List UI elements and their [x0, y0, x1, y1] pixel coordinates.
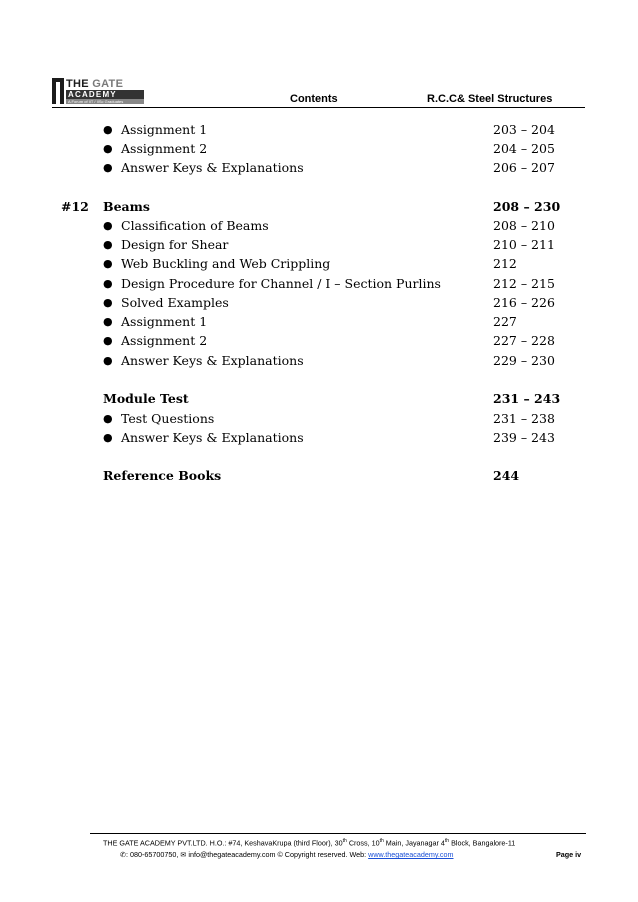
toc-entry-title: Assignment 1: [121, 122, 208, 137]
toc-page-range: 208 – 230: [493, 199, 561, 214]
section-label: Contents: [290, 93, 338, 105]
toc-section: [0, 389, 638, 408]
toc-entry-title: Classification of Beams: [121, 218, 269, 233]
bullet-icon: ●: [103, 257, 113, 270]
toc-page-range: 208 – 210: [493, 218, 555, 233]
toc-page-range: 210 – 211: [493, 237, 555, 252]
footer-rule: [90, 833, 586, 834]
mail-icon: ✉: [180, 850, 187, 859]
footer-address: THE GATE ACADEMY PVT.LTD. H.O.: #74, KeshavaKrupa (third Floor), 30th Cross, 10th Main, Jayanagar 4th Block, Bangalore-11: [103, 838, 516, 848]
toc-entry: [0, 428, 638, 447]
toc-section-title: Beams: [103, 199, 150, 214]
toc-entry-title: Answer Keys & Explanations: [121, 430, 304, 445]
page-number: Page iv: [556, 850, 582, 859]
toc-entry: [0, 409, 638, 428]
toc-entry: [0, 312, 638, 331]
toc-section-title: Module Test: [103, 391, 189, 406]
toc-entry: [0, 293, 638, 312]
toc-page-range: 231 – 238: [493, 411, 555, 426]
toc-page-range: 206 – 207: [493, 160, 555, 175]
phone-icon: ✆: [120, 850, 127, 859]
toc-entry-title: Answer Keys & Explanations: [121, 160, 304, 175]
toc-entry: [0, 139, 638, 158]
toc-entry-title: Assignment 2: [121, 333, 208, 348]
bullet-icon: ●: [103, 238, 113, 251]
toc-page-range: 239 – 243: [493, 430, 555, 445]
header-rule: [52, 107, 585, 108]
toc-page-range: 229 – 230: [493, 353, 555, 368]
toc-page-range: 231 – 243: [493, 391, 561, 406]
toc-page-range: 227: [493, 314, 517, 329]
subject-label: R.C.C& Steel Structures: [427, 93, 553, 105]
toc-entry-title: Web Buckling and Web Crippling: [121, 256, 331, 271]
logo-academy: ACADEMY: [66, 90, 144, 99]
footer-contact: ✆: 080-65700750, ✉ info@thegateacademy.com © Copyright reserved. Web: www.thegateacademy.com: [120, 850, 454, 859]
toc-page-range: 203 – 204: [493, 122, 555, 137]
toc-page-range: 212: [493, 256, 517, 271]
toc-entry: [0, 331, 638, 350]
toc-entry: [0, 235, 638, 254]
bullet-icon: ●: [103, 412, 113, 425]
toc-entry-title: Answer Keys & Explanations: [121, 353, 304, 368]
toc-section: [0, 466, 638, 485]
toc-page-range: 227 – 228: [493, 333, 555, 348]
toc-entry-title: Solved Examples: [121, 295, 229, 310]
toc-page-range: 244: [493, 468, 520, 483]
bullet-icon: ●: [103, 123, 113, 136]
toc-page-range: 212 – 215: [493, 276, 555, 291]
bullet-icon: ●: [103, 354, 113, 367]
toc-entry: [0, 351, 638, 370]
toc-entry: [0, 158, 638, 177]
bullet-icon: ●: [103, 315, 113, 328]
toc-entry-title: Test Questions: [121, 411, 215, 426]
bullet-icon: ●: [103, 219, 113, 232]
toc-entry-title: Design for Shear: [121, 237, 229, 252]
bullet-icon: ●: [103, 334, 113, 347]
toc-entry-title: Assignment 1: [121, 314, 208, 329]
toc-entry: [0, 120, 638, 139]
toc-section: [0, 197, 638, 216]
toc-entry-title: Assignment 2: [121, 141, 208, 156]
bullet-icon: ●: [103, 142, 113, 155]
toc-entry: [0, 254, 638, 273]
toc-section-title: Reference Books: [103, 468, 222, 483]
logo-bracket-right: [60, 78, 64, 104]
bullet-icon: ●: [103, 296, 113, 309]
website-link[interactable]: www.thegateacademy.com: [368, 850, 454, 859]
toc-entry: [0, 216, 638, 235]
bullet-icon: ●: [103, 277, 113, 290]
gate-academy-logo: [52, 78, 144, 104]
toc-entry-title: Design Procedure for Channel / I – Section Purlins: [121, 276, 441, 291]
logo-tagline: A Forum of IIT / IISc Graduates: [66, 99, 144, 104]
toc-entry: [0, 274, 638, 293]
logo-title: THE GATE: [66, 78, 124, 90]
toc-section-number: #12: [61, 199, 89, 214]
toc-page-range: 204 – 205: [493, 141, 555, 156]
bullet-icon: ●: [103, 431, 113, 444]
toc-page-range: 216 – 226: [493, 295, 555, 310]
bullet-icon: ●: [103, 161, 113, 174]
